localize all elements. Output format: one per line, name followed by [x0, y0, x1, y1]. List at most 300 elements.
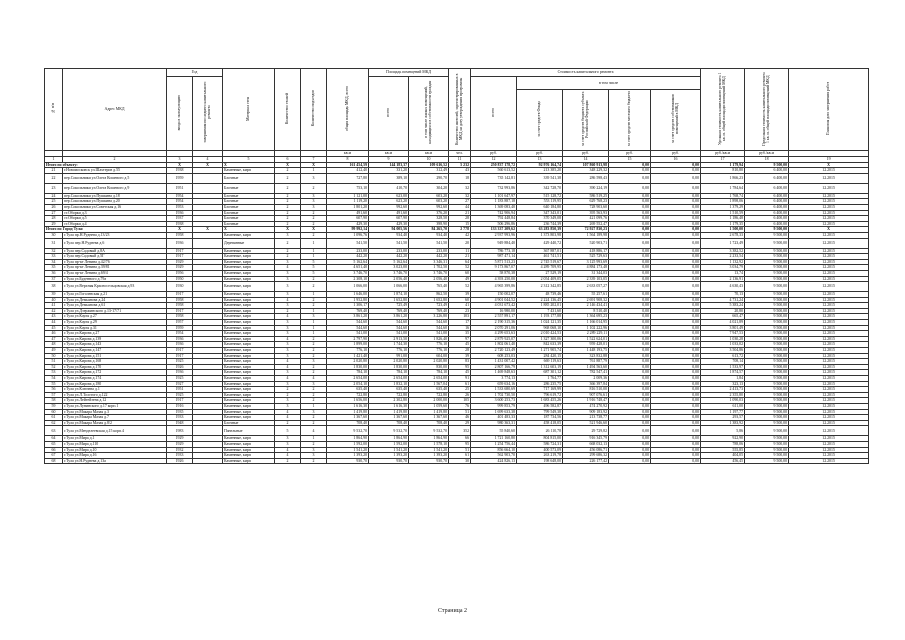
table-cell: 12.2015 — [789, 364, 869, 370]
table-cell: 3 382,52 — [701, 248, 745, 254]
unit-cell: руб./кв.м — [745, 150, 789, 156]
table-cell: 1 866,23 — [701, 173, 745, 183]
table-cell: 2 355,80 — [701, 392, 745, 398]
table-cell: 9 500,00 — [745, 381, 789, 387]
table-cell: Каменные, кирп — [223, 259, 275, 265]
table-cell: Каменные, кирп — [223, 359, 275, 365]
table-cell: 43 — [449, 168, 471, 174]
table-cell: 544,60 — [369, 325, 409, 331]
table-cell: 412,40 — [327, 168, 369, 174]
table-cell: 41 — [449, 303, 471, 309]
table-cell: 0,00 — [609, 254, 651, 260]
table-cell: 35 — [449, 331, 471, 337]
address-cell: г.Тула ул.Л.Толстого д.122 — [63, 392, 167, 398]
column-number-cell: 13 — [517, 156, 563, 162]
table-cell: 728 903,60 — [563, 204, 609, 210]
table-cell: 0,00 — [609, 426, 651, 436]
table-cell: 17 — [449, 320, 471, 326]
table-cell: 1 702,50 — [409, 265, 449, 271]
address-cell: г.Тула ул.Макара Мазая д.7 — [63, 415, 167, 421]
table-cell: 1 874,10 — [369, 292, 409, 298]
table-cell: 1926 — [167, 458, 193, 464]
column-number-cell: 14 — [563, 156, 609, 162]
table-cell: 3 746,70 — [369, 270, 409, 276]
table-cell: 2 312 342,85 — [517, 282, 563, 292]
row-number-cell: 36 — [45, 270, 63, 276]
table-cell: 12.2015 — [789, 441, 869, 447]
table-row — [45, 458, 869, 464]
table-cell: 2 — [301, 336, 327, 342]
address-cell: г.Тула ул.Кирова д.174 — [63, 376, 167, 382]
unit-cell: кв.м — [409, 150, 449, 156]
table-cell: 30 — [449, 458, 471, 464]
table-cell: 1933 — [167, 453, 193, 459]
table-cell: 0,00 — [651, 447, 701, 453]
table-cell: 9 500,00 — [745, 420, 789, 426]
row-number-cell: 42 — [45, 308, 63, 314]
table-cell: 418 886,17 — [563, 248, 609, 254]
table-cell: 2 — [301, 353, 327, 359]
table-cell: 0,00 — [651, 292, 701, 298]
table-cell: 410,70 — [369, 183, 409, 193]
table-cell: 3 — [275, 232, 301, 238]
table-cell: 776,10 — [327, 348, 369, 354]
table-cell: 95 — [449, 364, 471, 370]
table-cell: Каменные, кирп — [223, 370, 275, 376]
table-cell: 1 830,00 — [369, 364, 409, 370]
row-number-cell: 30 — [45, 232, 63, 238]
table-cell: 2 — [301, 210, 327, 216]
address-cell: г.Тула ул.Кауля д.29 — [63, 320, 167, 326]
column-number-cell: 17 — [701, 156, 745, 162]
table-cell: 723,49 — [409, 303, 449, 309]
table-cell: 1 102 222,96 — [563, 325, 609, 331]
table-cell: Блочные — [223, 173, 275, 183]
table-cell: 992,60 — [369, 204, 409, 210]
table-cell: 1 578,10 — [409, 441, 449, 447]
table-cell: 0,00 — [651, 168, 701, 174]
table-cell: 3 — [275, 342, 301, 348]
table-cell: 198 648,00 — [517, 458, 563, 464]
table-cell: 29 729,82 — [563, 426, 609, 436]
totals-cell: X — [223, 227, 275, 233]
row-number-cell: 33 — [45, 254, 63, 260]
table-cell: 2 — [301, 303, 327, 309]
table-cell: 0,00 — [651, 173, 701, 183]
table-cell: 2 557 891,17 — [471, 314, 517, 320]
table-cell: 0,00 — [651, 282, 701, 292]
row-number-cell: 54 — [45, 376, 63, 382]
table-cell: 761 887,79 — [563, 359, 609, 365]
table-cell: 9 500,00 — [745, 314, 789, 320]
table-cell: 12.2015 — [789, 453, 869, 459]
table-cell: 2 — [275, 204, 301, 210]
table-cell: 708,40 — [327, 420, 369, 426]
row-number-cell: 37 — [45, 276, 63, 282]
table-cell: 6 400,00 — [745, 173, 789, 183]
table-cell: 1917 — [167, 308, 193, 314]
page-number: Страница 2 — [437, 608, 468, 614]
table-cell: 323 832,88 — [563, 353, 609, 359]
table-cell: 1937 — [167, 216, 193, 222]
table-cell: 5 383,24 — [701, 303, 745, 309]
table-cell: 635,40 — [369, 387, 409, 393]
col-max-cost-header: Предельная стоимость капитального ремонта 1 кв. м. общей площади помещений МКД — [745, 69, 789, 151]
table-cell: 1 864,90 — [409, 436, 449, 442]
table-cell: 9 500,00 — [745, 331, 789, 337]
table-cell: 1932 — [167, 447, 193, 453]
table-cell: 263 219,78 — [517, 453, 563, 459]
table-cell: 1 024 121,35 — [517, 320, 563, 326]
table-cell: 304,20 — [409, 183, 449, 193]
address-cell: г.Тула ул.Кауля д.31 — [63, 325, 167, 331]
table-cell: 1 764,77 — [517, 376, 563, 382]
table-cell: 12.2015 — [789, 216, 869, 222]
table-cell: 1 494 563,60 — [563, 364, 609, 370]
table-cell: 12.2015 — [789, 348, 869, 354]
table-cell: 404,05 — [701, 453, 745, 459]
table-cell: 32 — [449, 193, 471, 199]
table-cell: 367 887,01 — [517, 248, 563, 254]
table-cell: 1935 — [167, 409, 193, 415]
table-cell: 1 874,57 — [701, 370, 745, 376]
table-cell: 2 009,36 — [563, 376, 609, 382]
repair-register-table — [44, 68, 869, 464]
table-cell: 9 500,00 — [745, 303, 789, 309]
totals-cell: X — [789, 227, 869, 233]
table-cell: 0,00 — [651, 314, 701, 320]
col-cost-group-header: Стоимость капитального ремонта — [471, 69, 701, 77]
table-cell: 804 815,00 — [517, 436, 563, 442]
table-cell: 541,00 — [369, 331, 409, 337]
table-cell: 544,60 — [409, 325, 449, 331]
table-cell: 1916 — [167, 403, 193, 409]
table-cell: Каменные, кирп — [223, 308, 275, 314]
row-number-cell: 56 — [45, 387, 63, 393]
table-cell: Каменные, кирп — [223, 348, 275, 354]
column-number-cell: 11 — [449, 156, 471, 162]
table-cell: 0,00 — [651, 441, 701, 447]
table-cell: 3 — [275, 436, 301, 442]
table-cell: 429,30 — [327, 221, 369, 227]
table-cell: 1 369 083,40 — [471, 204, 517, 210]
table-cell: 2 000,00 — [409, 398, 449, 404]
row-number-cell: 34 — [45, 259, 63, 265]
table-cell: 9 532,70 — [327, 426, 369, 436]
table-cell: 12.2015 — [789, 447, 869, 453]
table-cell: 604,00 — [409, 353, 449, 359]
table-cell: 5 — [275, 426, 301, 436]
row-number-cell: 51 — [45, 359, 63, 365]
table-cell: 269 552,47 — [563, 221, 609, 227]
address-cell: г.Тула пер.Н.Руднева д.6 — [63, 238, 167, 248]
table-cell: 3 801,49 — [701, 325, 745, 331]
table-cell: 2 308,10 — [327, 276, 369, 282]
table-cell: 665,47 — [701, 314, 745, 320]
table-cell: 784,10 — [327, 370, 369, 376]
row-number-cell: 31 — [45, 238, 63, 248]
table-cell: 0,00 — [609, 441, 651, 447]
table-cell: 9 500,00 — [745, 292, 789, 298]
column-number-cell: 15 — [609, 156, 651, 162]
table-cell: 12.2015 — [789, 426, 869, 436]
address-cell: г.Тула пр.Н.Руднева д.13/23 — [63, 232, 167, 238]
table-cell: 3 — [301, 453, 327, 459]
table-cell: 0,00 — [609, 392, 651, 398]
table-cell: 980 363,31 — [471, 420, 517, 426]
table-cell: 0,00 — [609, 238, 651, 248]
table-cell: 226 177,42 — [563, 458, 609, 464]
table-cell: 39 — [449, 292, 471, 298]
table-cell: 290,70 — [409, 173, 449, 183]
table-cell: 2 — [301, 221, 327, 227]
table-cell: 1957 — [167, 320, 193, 326]
table-cell: 0,00 — [609, 409, 651, 415]
table-cell: 1 393,20 — [327, 453, 369, 459]
table-cell: 0,00 — [609, 420, 651, 426]
table-cell: 2 — [275, 173, 301, 183]
table-cell: 1 802 061,40 — [471, 342, 517, 348]
table-cell: 1 — [301, 325, 327, 331]
table-cell: 2 — [275, 183, 301, 193]
table-cell: 2 797,90 — [327, 336, 369, 342]
table-cell: 0,00 — [609, 342, 651, 348]
table-cell: 2 339 103,05 — [563, 276, 609, 282]
table-cell: Каменные, кирп — [223, 325, 275, 331]
table-cell: 607,90 — [327, 216, 369, 222]
table-cell: 366 397,84 — [563, 381, 609, 387]
table-cell: 799 549,38 — [517, 409, 563, 415]
row-number-cell: 40 — [45, 297, 63, 303]
table-cell: 0,00 — [651, 232, 701, 238]
table-cell: Блочные — [223, 420, 275, 426]
table-cell: 3 504,86 — [701, 348, 745, 354]
table-cell: 12.2015 — [789, 297, 869, 303]
row-number-cell: 58 — [45, 398, 63, 404]
table-cell: 0,00 — [609, 276, 651, 282]
table-cell: 1 — [301, 320, 327, 326]
table-cell: 9 500,00 — [745, 270, 789, 276]
address-cell: г.Тула ул.Кирова д.180 — [63, 381, 167, 387]
table-cell: 2 — [301, 183, 327, 193]
table-cell: 9 500,00 — [745, 441, 789, 447]
table-cell: 11 — [449, 248, 471, 254]
table-cell: 2 — [275, 248, 301, 254]
table-cell: 328,50 — [409, 216, 449, 222]
table-cell: Блочные — [223, 183, 275, 193]
table-cell: 0,00 — [651, 364, 701, 370]
table-cell: 541,00 — [409, 331, 449, 337]
row-number-cell: 24 — [45, 193, 63, 199]
table-cell: Каменные, кирп — [223, 398, 275, 404]
table-cell: 3 — [301, 359, 327, 365]
address-cell: г.Тула пр-кт Ленина д.42/76 — [63, 259, 167, 265]
table-cell: 2 678,33 — [701, 232, 745, 238]
table-cell: 1927 — [167, 381, 193, 387]
table-cell: 1 101 647,97 — [471, 193, 517, 199]
table-cell: 603,20 — [409, 193, 449, 199]
table-cell: 28 — [449, 348, 471, 354]
table-cell: 0,00 — [609, 325, 651, 331]
table-row — [45, 238, 869, 248]
unit-cell: чел. — [449, 150, 471, 156]
column-number-cell: 3 — [167, 156, 193, 162]
table-cell: 7 431,60 — [517, 308, 563, 314]
table-cell: 4 — [275, 447, 301, 453]
table-cell: 3 — [275, 320, 301, 326]
table-cell: 9 500,00 — [745, 447, 789, 453]
table-cell: 1 132,92 — [701, 259, 745, 265]
row-number-cell: 29 — [45, 221, 63, 227]
table-cell: 830,00 — [409, 364, 449, 370]
table-cell: 0,00 — [651, 353, 701, 359]
totals-cell: 72 927 830,23 — [563, 227, 609, 233]
table-cell: 9 500,00 — [745, 398, 789, 404]
table-cell: 2 020,80 — [369, 359, 409, 365]
table-cell: 44 — [449, 204, 471, 210]
table-cell: 3 — [275, 370, 301, 376]
table-cell: 4 393 250,00 — [471, 276, 517, 282]
table-cell: 61 — [449, 453, 471, 459]
table-cell: 6 400,00 — [745, 204, 789, 210]
table-cell: 60 — [449, 270, 471, 276]
table-cell: 9 500,00 — [745, 353, 789, 359]
table-cell: 9 500,00 — [745, 458, 789, 464]
table-cell: 0,00 — [651, 348, 701, 354]
totals-cell: X — [275, 227, 301, 233]
table-cell: Каменные, кирп — [223, 436, 275, 442]
table-cell: 4 — [275, 336, 301, 342]
address-cell: г.Тула ул.Дзержинского д.13-17/71 — [63, 308, 167, 314]
table-cell: 12.2015 — [789, 420, 869, 426]
table-cell: 0,00 — [651, 409, 701, 415]
table-cell: Каменные, кирп — [223, 342, 275, 348]
table-cell: 1 656,00 — [327, 398, 369, 404]
totals-cell: 0,00 — [609, 227, 651, 233]
table-cell: 0,00 — [609, 336, 651, 342]
table-cell: 1 826,40 — [409, 336, 449, 342]
address-cell: пер.Сокольники ул.Советская д.16 — [63, 204, 167, 210]
table-cell: 991,00 — [369, 353, 409, 359]
table-cell: 9 173 867,07 — [471, 265, 517, 271]
table-cell: 1954 — [167, 199, 193, 205]
table-row — [45, 183, 869, 193]
table-cell: 12.2015 — [789, 210, 869, 216]
table-cell: 2 — [301, 420, 327, 426]
table-cell: 0,00 — [651, 458, 701, 464]
table-cell: Каменные, кирп — [223, 232, 275, 238]
row-number-cell: 49 — [45, 348, 63, 354]
table-cell: 0,00 — [651, 183, 701, 193]
table-cell: 2 720 123,49 — [471, 348, 517, 354]
table-cell: 1958 — [167, 232, 193, 238]
table-cell: 1 864,90 — [327, 436, 369, 442]
table-cell: Каменные, кирп — [223, 364, 275, 370]
table-cell: 784,10 — [409, 370, 449, 376]
table-cell: 2 054,10 — [327, 381, 369, 387]
table-cell: 1 121,00 — [327, 193, 369, 199]
address-cell: г.Тула пер.Садовый д.8А — [63, 248, 167, 254]
table-cell: 1 — [301, 292, 327, 298]
table-cell: 12.2015 — [789, 221, 869, 227]
table-cell: 2 — [275, 193, 301, 199]
table-cell: 0,00 — [609, 303, 651, 309]
table-cell: 1936 — [167, 342, 193, 348]
table-cell: 727,80 — [327, 173, 369, 183]
table-cell: Каменные, кирп — [223, 303, 275, 309]
table-cell: 0,00 — [651, 331, 701, 337]
table-cell: 959 428,01 — [563, 342, 609, 348]
table-cell: Каменные, кирп — [223, 453, 275, 459]
table-cell: 21 — [449, 210, 471, 216]
table-cell: Блочные — [223, 216, 275, 222]
table-cell: 3 — [301, 199, 327, 205]
table-cell: 856 664,10 — [471, 447, 517, 453]
table-cell: 12.2015 — [789, 398, 869, 404]
row-number-cell: 28 — [45, 216, 63, 222]
table-cell: 0,00 — [651, 336, 701, 342]
table-cell: 0,00 — [651, 248, 701, 254]
table-cell: 0,00 — [651, 238, 701, 248]
table-cell: 12.2015 — [789, 415, 869, 421]
table-cell: 474 270,92 — [563, 403, 609, 409]
table-cell: 12.2015 — [789, 370, 869, 376]
table-cell: 9 500,00 — [745, 359, 789, 365]
address-cell: г.Тула ул.Мира д.1 — [63, 436, 167, 442]
table-cell: 1 — [301, 254, 327, 260]
table-cell: 1929 — [167, 259, 193, 265]
table-cell: 2 879 925,07 — [471, 336, 517, 342]
table-cell: 0,00 — [651, 308, 701, 314]
table-cell: 1917 — [167, 248, 193, 254]
table-cell: 1938 — [167, 168, 193, 174]
table-cell: 9 532,70 — [409, 426, 449, 436]
table-cell: Каменные, кирп — [223, 254, 275, 260]
table-cell: 0,00 — [609, 458, 651, 464]
table-cell: 213 738,77 — [563, 415, 609, 421]
table-cell: 0,00 — [609, 204, 651, 210]
table-cell: Каменные, кирп — [223, 409, 275, 415]
table-cell: 1 306,17 — [327, 303, 369, 309]
table-cell: 4 — [275, 297, 301, 303]
table-cell: 9 500,00 — [745, 342, 789, 348]
col-area-group-header: Площадь помещений МКД — [369, 69, 449, 77]
table-cell: 6 400,00 — [745, 168, 789, 174]
totals-cell: 107 860 913,98 — [563, 162, 609, 168]
table-cell: Каменные, кирп — [223, 415, 275, 421]
table-cell: 0,00 — [651, 216, 701, 222]
row-number-cell: 32 — [45, 248, 63, 254]
table-cell: 603,20 — [409, 199, 449, 205]
table-cell: 586 724,31 — [517, 441, 563, 447]
table-cell: 187 734,56 — [517, 415, 563, 421]
table-cell: 55 840,60 — [471, 426, 517, 436]
table-cell: 421 099,76 — [563, 216, 609, 222]
table-cell: 0,00 — [651, 415, 701, 421]
table-cell: 9 500,00 — [745, 232, 789, 238]
table-cell: 3 034,79 — [701, 265, 745, 271]
table-cell: 541,00 — [327, 331, 369, 337]
table-cell: 659 634,16 — [471, 381, 517, 387]
table-cell: 45 — [449, 342, 471, 348]
year-repair-cell — [193, 173, 223, 183]
address-cell: г.Тула ул.Менделеевская д.15 корп.4 — [63, 426, 167, 436]
table-cell: 491,60 — [369, 210, 409, 216]
table-cell: 544,60 — [327, 325, 369, 331]
table-cell: 16 — [449, 325, 471, 331]
table-cell: 1 030,28 — [701, 336, 745, 342]
col-entrances-header: Количество подъездов — [301, 69, 327, 151]
